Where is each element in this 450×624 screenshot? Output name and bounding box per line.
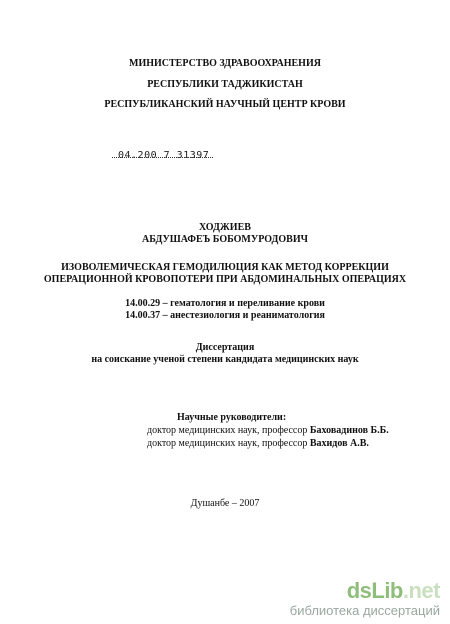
thesis-title-line-1: ИЗОВОЛЕМИЧЕСКАЯ ГЕМОДИЛЮЦИЯ КАК МЕТОД КОРРЕКЦИИ (61, 262, 389, 273)
center-header: РЕСПУБЛИКАНСКИЙ НАУЧНЫЙ ЦЕНТР КРОВИ (104, 99, 346, 110)
stamp-dotted-line (112, 157, 213, 158)
supervisor-1-name: Баховадинов Б.Б. (309, 425, 389, 436)
supervisor-2 (147, 438, 369, 450)
supervisor-1 (147, 425, 389, 437)
specialty-2: 14.00.37 – анестезиология и реаниматология (125, 310, 325, 321)
degree-type: Диссертация (195, 342, 255, 353)
supervisors-heading: Научные руководители: (177, 412, 287, 423)
author-name: АБДУШАФЕЪ БОБОМУРОДОВИЧ (142, 234, 308, 245)
ministry-header: МИНИСТЕРСТВО ЗДРАВООХРАНЕНИЯ (129, 58, 321, 69)
thesis-title-line-2: ОПЕРАЦИОННОЙ КРОВОПОТЕРИ ПРИ АБДОМИНАЛЬНЫХ ОПЕРАЦИЯХ (43, 274, 407, 285)
dslib-logo (290, 579, 440, 603)
dslib-logo-domain: .net (402, 578, 440, 603)
dslib-watermark (290, 579, 440, 618)
supervisor-2-name: Вахидов А.В. (309, 438, 369, 449)
stamp-number: 04.200 7 31397 (118, 150, 210, 161)
degree-purpose: на соискание ученой степени кандидата медицинских наук (91, 354, 359, 365)
supervisor-2-title: доктор медицинских наук, профессор (147, 438, 310, 449)
city-year: Душанбе – 2007 (190, 498, 260, 509)
supervisor-1-title: доктор медицинских наук, профессор (147, 425, 310, 436)
dslib-subtitle: библиотека диссертаций (289, 603, 440, 618)
specialty-1: 14.00.29 – гематология и переливание крови (125, 298, 325, 309)
library-stamp (118, 150, 209, 161)
author-surname: ХОДЖИЕВ (199, 222, 251, 233)
dslib-logo-main: dsLib (346, 578, 403, 603)
republic-header: РЕСПУБЛИКИ ТАДЖИКИСТАН (147, 79, 303, 90)
